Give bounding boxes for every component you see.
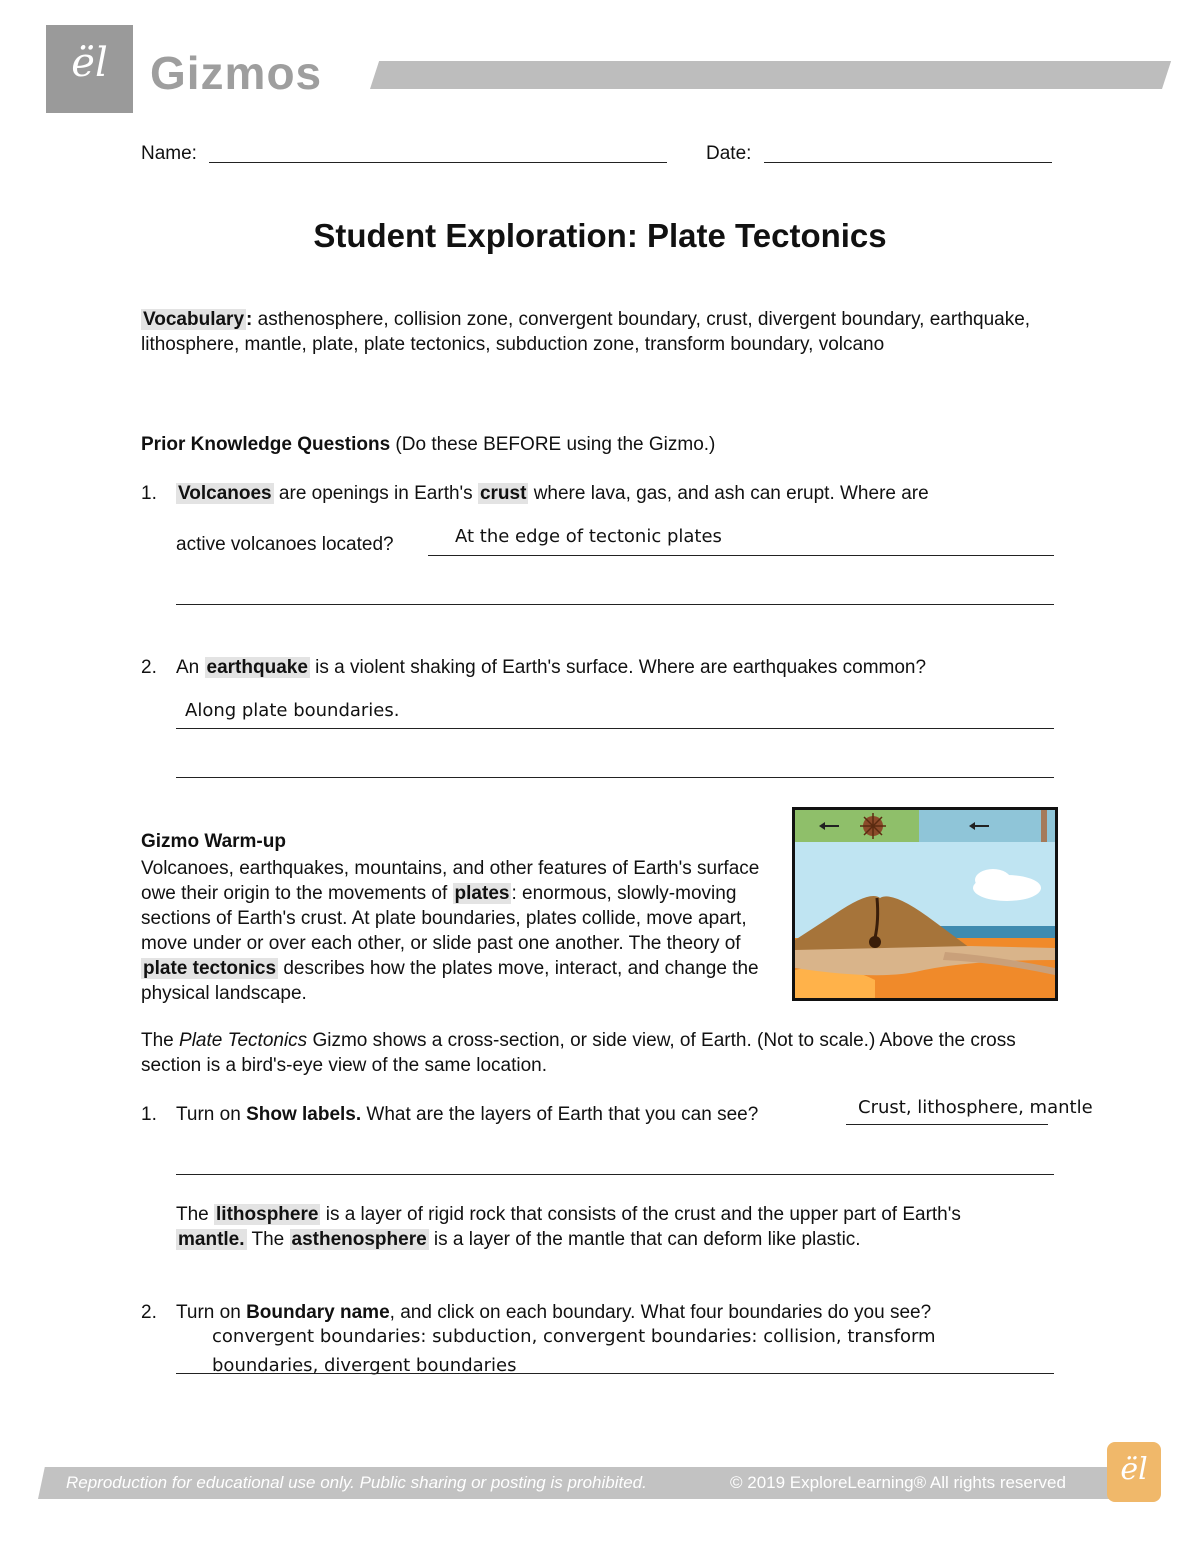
prior-q2-answer-line-1[interactable] bbox=[176, 728, 1054, 729]
footer-logo-mark: ël bbox=[1120, 1452, 1148, 1487]
warmup-paragraph: Volcanoes, earthquakes, mountains, and other features of Earth's surface owe their origin to the movements of plates : enormous, slowly-moving sections of Earth's crust. At plate boundaries, plates collide, move apart, move under or over each other, or slide past one another. The theory of plate tectonics describes how the plates move, interact, and change the physical landscape. bbox=[141, 858, 760, 1004]
warmup-heading: Gizmo Warm-up bbox=[141, 831, 286, 852]
warmup-q1-number: 1. bbox=[141, 1104, 157, 1125]
volcano-illustration bbox=[795, 810, 1055, 998]
warmup-q2-answer-line2: boundaries, divergent boundaries bbox=[212, 1355, 517, 1376]
prior-q1-answer-line-2[interactable] bbox=[176, 604, 1054, 605]
prior-q2-text: An earthquake is a violent shaking of Earth's surface. Where are earthquakes common? bbox=[176, 657, 927, 678]
prior-q1-number: 1. bbox=[141, 483, 157, 504]
date-label: Date: bbox=[706, 143, 752, 164]
warmup-q2-answer-line1: convergent boundaries: subduction, convergent boundaries: collision, transform bbox=[212, 1326, 936, 1347]
explorelearning-logo-mark: ël bbox=[71, 40, 108, 86]
name-label: Name: bbox=[141, 143, 197, 164]
prior-q1-answer: At the edge of tectonic plates bbox=[455, 526, 722, 547]
warmup-q2-answer-line[interactable] bbox=[176, 1373, 1054, 1374]
footer-reproduction-notice: Reproduction for educational use only. Public sharing or posting is prohibited. bbox=[66, 1473, 647, 1492]
prior-q2-number: 2. bbox=[141, 657, 157, 678]
vocabulary-paragraph: Vocabulary : asthenosphere, collision zone, convergent boundary, crust, divergent boundary, earthquake, lithosphere, mantle, plate, plate tectonics, subduction zone, transform boundary, volcano bbox=[141, 309, 1031, 355]
prior-q2-answer: Along plate boundaries. bbox=[185, 700, 400, 721]
warmup-q2-text: Turn on Boundary name, and click on each boundary. What four boundaries do you see? bbox=[176, 1302, 932, 1323]
gizmos-logo-wordmark: Gizmos bbox=[150, 47, 323, 99]
gizmo-cross-section-image bbox=[792, 807, 1058, 1001]
vocabulary-terms: asthenosphere, collision zone, convergent boundary, crust, divergent boundary, earthquake, lithosphere, mantle, plate, plate tectonics, subduction zone, transform boundary, volcano bbox=[141, 309, 1031, 355]
date-field[interactable] bbox=[764, 162, 1052, 163]
vocabulary-label: Vocabulary bbox=[143, 309, 245, 330]
footer-copyright: © 2019 ExploreLearning® All rights reserved bbox=[730, 1473, 1066, 1492]
warmup-q2-number: 2. bbox=[141, 1302, 157, 1323]
prior-q1-text-cont: active volcanoes located? bbox=[176, 534, 394, 555]
prior-q1-text: Volcanoes are openings in Earth's crust where lava, gas, and ash can erupt. Where are bbox=[178, 483, 929, 504]
prior-q2-answer-line-2[interactable] bbox=[176, 777, 1054, 778]
warmup-q1-answer-line-2[interactable] bbox=[176, 1174, 1054, 1175]
name-field[interactable] bbox=[209, 162, 667, 163]
gizmo-description-paragraph: The Plate Tectonics Gizmo shows a cross-section, or side view, of Earth. (Not to scale.) Above the cross section is a bird's-eye view of the same location. bbox=[141, 1030, 1016, 1076]
header-bar bbox=[370, 61, 1171, 89]
prior-q1-answer-line-1[interactable] bbox=[428, 555, 1054, 556]
warmup-q1-answer-line-1[interactable] bbox=[846, 1124, 1048, 1125]
warmup-q1-text: Turn on Show labels. What are the layers of Earth that you can see? bbox=[176, 1104, 759, 1125]
warmup-q1-answer: Crust, lithosphere, mantle bbox=[858, 1097, 1093, 1118]
page-title: Student Exploration: Plate Tectonics bbox=[313, 217, 887, 254]
prior-knowledge-heading: Prior Knowledge Questions (Do these BEFORE using the Gizmo.) bbox=[141, 434, 716, 455]
lithosphere-paragraph: The lithosphere is a layer of rigid rock that consists of the crust and the upper part of Earth's mantle. The asthenosphere is a layer of the mantle that can deform like plastic. bbox=[176, 1204, 961, 1250]
